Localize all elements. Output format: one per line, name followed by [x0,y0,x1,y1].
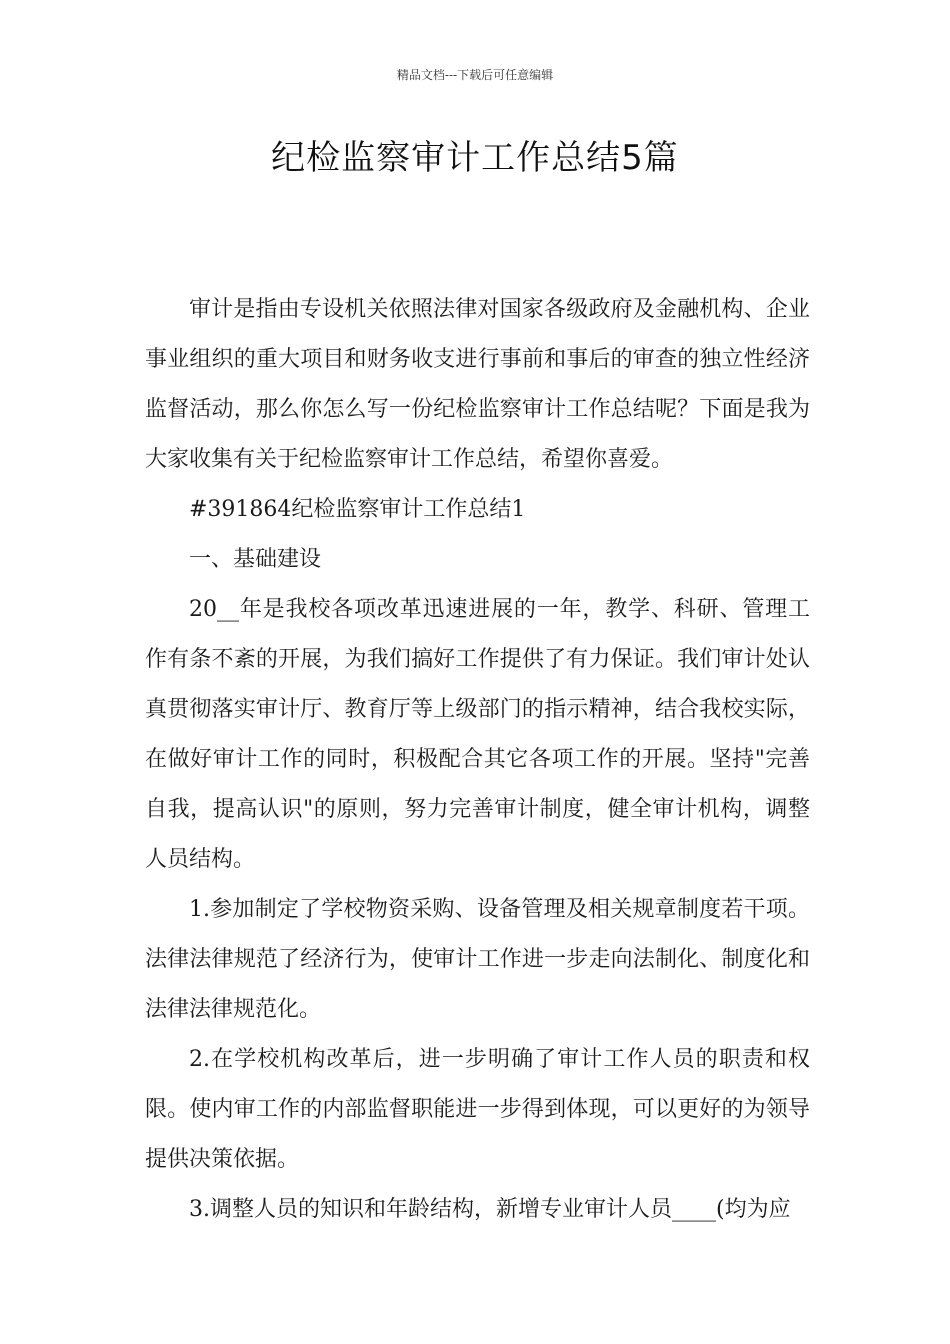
list-item-1: 1.参加制定了学校物资采购、设备管理及相关规章制度若干项。法律法律规范了经济行为，使审计工作进一步走向法制化、制度化和法律法律规范化。 [145,897,810,1022]
section-heading-basic-construction: 一、基础建设 [189,547,322,572]
document-title: 纪检监察审计工作总结5篇 [271,138,679,178]
body-paragraph: 20__年是我校各项改革迅速进展的一年，教学、科研、管理工作有条不紊的开展，为我们搞好工作提供了有力保证。我们审计处认真贯彻落实审计厅、教育厅等上级部门的指示精神，结合我校实际，在做好审计工作的同时，积极配合其它各项工作的开展。坚持"完善自我，提高认识"的原则，努力完善审计制度，健全审计机构，调整人员结构。 [145,597,810,872]
list-item-3: 3.调整人员的知识和年龄结构，新增专业审计人员____(均为应 [189,1197,791,1222]
page-header: 精品文档---下载后可任意编辑 [396,68,554,82]
section-heading-summary-1: #391864纪检监察审计工作总结1 [189,497,526,522]
document-body [145,285,810,1235]
list-item-2: 2.在学校机构改革后，进一步明确了审计工作人员的职责和权限。使内审工作的内部监督职能进一步得到体现，可以更好的为领导提供决策依据。 [145,1047,810,1172]
intro-paragraph: 审计是指由专设机关依照法律对国家各级政府及金融机构、企业事业组织的重大项目和财务收支进行事前和事后的审查的独立性经济监督活动，那么你怎么写一份纪检监察审计工作总结呢？下面是我为大家收集有关于纪检监察审计工作总结，希望你喜爱。 [145,297,810,472]
